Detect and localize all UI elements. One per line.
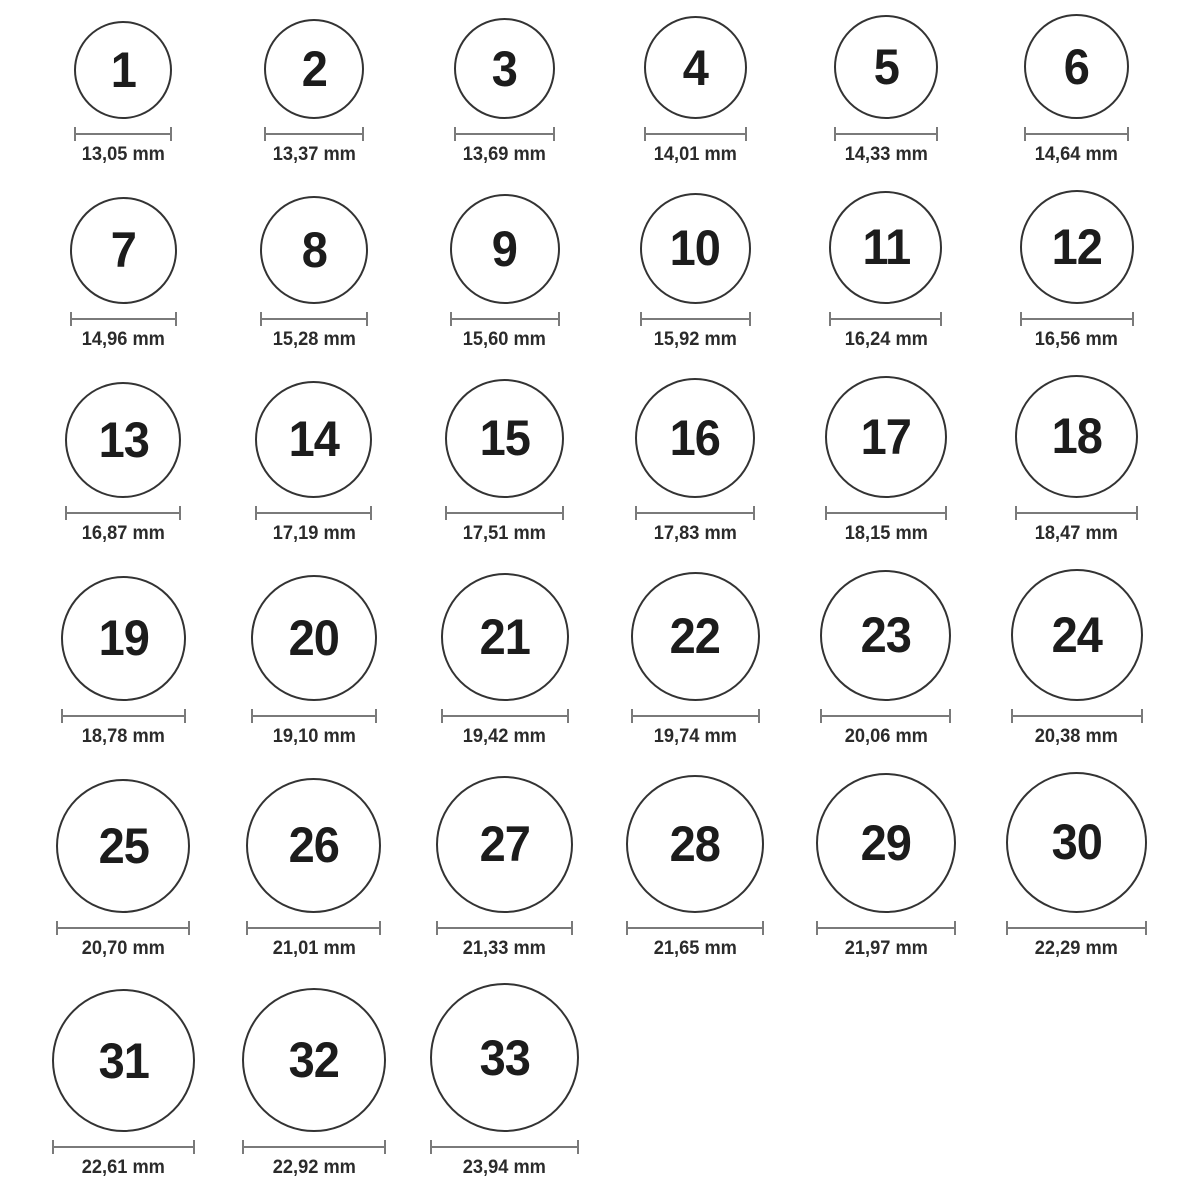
- ring-item: [219, 988, 410, 1179]
- diameter-measure-line: [242, 1140, 386, 1154]
- ring-row: [28, 375, 1172, 545]
- diameter-measure-line: [1020, 312, 1134, 326]
- ring-circle: [820, 570, 951, 701]
- measure-right-tick: [170, 127, 172, 141]
- ring-item: [219, 778, 410, 960]
- ring-circle: [635, 378, 755, 498]
- measure-right-tick: [558, 312, 560, 326]
- ring-item: [409, 983, 600, 1179]
- measure-right-tick: [1132, 312, 1134, 326]
- measure-right-tick: [577, 1140, 579, 1154]
- ring-size-number: 27: [479, 816, 530, 873]
- ring-circle: [1020, 190, 1134, 304]
- ring-row: [28, 569, 1172, 748]
- ring-item: [981, 569, 1172, 748]
- ring-circle: [631, 572, 760, 701]
- measure-bar: [54, 1146, 193, 1148]
- measure-bar: [1026, 133, 1127, 135]
- measure-bar: [827, 512, 945, 514]
- diameter-label: 18,15 mm: [844, 522, 928, 544]
- diameter-measure-line: [430, 1140, 579, 1154]
- ring-circle: [441, 573, 569, 701]
- measure-right-tick: [1127, 127, 1129, 141]
- measure-right-tick: [954, 921, 956, 935]
- measure-right-tick: [745, 127, 747, 141]
- measure-right-tick: [758, 709, 760, 723]
- ring-size-number: 16: [670, 409, 721, 466]
- ring-size-number: 30: [1051, 814, 1102, 871]
- ring-circle: [626, 775, 764, 913]
- ring-item: [219, 381, 410, 545]
- measure-bar: [262, 318, 366, 320]
- measure-right-tick: [193, 1140, 195, 1154]
- ring-size-number: 32: [288, 1032, 340, 1089]
- ring-size-number: 21: [479, 608, 530, 665]
- diameter-measure-line: [454, 127, 555, 141]
- diameter-label: 22,61 mm: [81, 1157, 165, 1179]
- diameter-label: 14,01 mm: [653, 144, 737, 165]
- ring-size-number: 10: [670, 220, 721, 277]
- ring-item: [409, 18, 600, 166]
- ring-circle: [450, 194, 560, 304]
- measure-bar: [642, 318, 749, 320]
- diameter-label: 20,38 mm: [1035, 725, 1119, 747]
- ring-size-number: 17: [860, 408, 912, 465]
- measure-bar: [253, 715, 375, 717]
- diameter-label: 16,87 mm: [81, 522, 165, 544]
- diameter-label: 21,33 mm: [463, 937, 547, 959]
- diameter-measure-line: [834, 127, 938, 141]
- diameter-label: 17,51 mm: [463, 522, 547, 544]
- ring-circle: [454, 18, 555, 119]
- ring-item: [28, 21, 219, 166]
- measure-bar: [248, 927, 379, 929]
- ring-item: [28, 382, 219, 545]
- ring-item: [219, 196, 410, 351]
- measure-right-tick: [936, 127, 938, 141]
- diameter-measure-line: [56, 921, 190, 935]
- diameter-measure-line: [626, 921, 764, 935]
- measure-bar: [633, 715, 758, 717]
- ring-circle: [61, 576, 186, 701]
- measure-bar: [818, 927, 954, 929]
- measure-bar: [456, 133, 553, 135]
- diameter-label: 13,05 mm: [81, 144, 165, 165]
- diameter-measure-line: [635, 506, 755, 520]
- ring-size-number: 29: [860, 814, 912, 871]
- diameter-measure-line: [816, 921, 956, 935]
- ring-circle: [1024, 14, 1129, 119]
- ring-item: [981, 14, 1172, 166]
- ring-item: [219, 19, 410, 166]
- measure-bar: [1008, 927, 1145, 929]
- diameter-measure-line: [52, 1140, 195, 1154]
- measure-bar: [438, 927, 571, 929]
- ring-size-number: 13: [98, 411, 149, 468]
- ring-item: [600, 572, 791, 748]
- diameter-measure-line: [640, 312, 751, 326]
- diameter-label: 19,42 mm: [463, 725, 547, 747]
- diameter-measure-line: [450, 312, 560, 326]
- ring-size-number: 33: [479, 1029, 530, 1086]
- measure-bar: [637, 512, 753, 514]
- measure-bar: [628, 927, 762, 929]
- measure-right-tick: [567, 709, 569, 723]
- diameter-label: 23,94 mm: [463, 1157, 547, 1179]
- diameter-label: 15,92 mm: [653, 328, 737, 350]
- measure-right-tick: [188, 921, 190, 935]
- ring-item: [600, 378, 791, 545]
- measure-bar: [836, 133, 936, 135]
- diameter-measure-line: [1011, 709, 1143, 723]
- measure-right-tick: [184, 709, 186, 723]
- measure-right-tick: [762, 921, 764, 935]
- diameter-measure-line: [436, 921, 573, 935]
- diameter-measure-line: [260, 312, 368, 326]
- ring-circle: [640, 193, 751, 304]
- ring-circle: [825, 376, 947, 498]
- ring-item: [28, 989, 219, 1179]
- diameter-label: 20,06 mm: [844, 725, 928, 747]
- measure-bar: [452, 318, 558, 320]
- ring-size-number: 24: [1051, 606, 1102, 663]
- measure-right-tick: [562, 506, 564, 520]
- ring-size-number: 18: [1051, 408, 1102, 465]
- ring-size-number: 6: [1064, 38, 1090, 95]
- measure-bar: [822, 715, 949, 717]
- diameter-label: 15,60 mm: [463, 328, 547, 350]
- measure-bar: [58, 927, 188, 929]
- ring-item: [791, 376, 982, 545]
- ring-size-number: 31: [98, 1032, 149, 1089]
- ring-item: [791, 15, 982, 166]
- measure-right-tick: [749, 312, 751, 326]
- ring-circle: [644, 16, 747, 119]
- measure-right-tick: [179, 506, 181, 520]
- diameter-label: 16,56 mm: [1035, 328, 1119, 350]
- ring-row: [28, 14, 1172, 166]
- measure-bar: [266, 133, 362, 135]
- ring-size-number: 2: [301, 41, 327, 97]
- diameter-label: 21,65 mm: [653, 937, 737, 959]
- ring-circle: [56, 779, 190, 913]
- diameter-label: 17,19 mm: [272, 522, 356, 544]
- ring-item: [791, 570, 982, 748]
- ring-size-number: 20: [288, 609, 340, 666]
- ring-circle: [255, 381, 372, 498]
- ring-size-number: 26: [288, 817, 340, 874]
- diameter-label: 20,70 mm: [81, 937, 165, 959]
- measure-right-tick: [1145, 921, 1147, 935]
- ring-item: [28, 197, 219, 351]
- diameter-label: 18,47 mm: [1035, 522, 1119, 544]
- measure-right-tick: [362, 127, 364, 141]
- diameter-measure-line: [1015, 506, 1138, 520]
- ring-item: [28, 779, 219, 960]
- measure-bar: [831, 318, 940, 320]
- diameter-measure-line: [441, 709, 569, 723]
- ring-item: [409, 194, 600, 351]
- ring-circle: [436, 776, 573, 913]
- ring-size-number: 12: [1051, 218, 1102, 275]
- diameter-measure-line: [61, 709, 186, 723]
- diameter-measure-line: [65, 506, 181, 520]
- measure-right-tick: [945, 506, 947, 520]
- measure-right-tick: [940, 312, 942, 326]
- measure-bar: [432, 1146, 577, 1148]
- ring-circle: [1006, 772, 1147, 913]
- ring-circle: [65, 382, 181, 498]
- diameter-label: 13,37 mm: [272, 144, 356, 165]
- diameter-label: 21,97 mm: [844, 937, 928, 959]
- diameter-measure-line: [74, 127, 172, 141]
- diameter-measure-line: [1024, 127, 1129, 141]
- diameter-measure-line: [825, 506, 947, 520]
- diameter-measure-line: [264, 127, 364, 141]
- ring-size-number: 28: [670, 815, 721, 872]
- ring-size-number: 4: [682, 39, 708, 96]
- ring-item: [791, 773, 982, 960]
- measure-right-tick: [379, 921, 381, 935]
- ring-circle: [242, 988, 386, 1132]
- ring-size-number: 22: [670, 608, 721, 665]
- ring-circle: [1011, 569, 1143, 701]
- measure-bar: [63, 715, 184, 717]
- measure-bar: [76, 133, 170, 135]
- ring-item: [409, 379, 600, 545]
- diameter-label: 19,10 mm: [272, 725, 356, 747]
- measure-right-tick: [375, 709, 377, 723]
- ring-item: [219, 575, 410, 748]
- ring-item: [791, 191, 982, 351]
- ring-size-number: 8: [301, 221, 327, 278]
- ring-row: [28, 190, 1172, 351]
- ring-row: [28, 983, 1172, 1179]
- diameter-label: 14,96 mm: [81, 328, 165, 350]
- measure-right-tick: [1141, 709, 1143, 723]
- ring-item: [409, 776, 600, 960]
- ring-size-number: 11: [862, 219, 910, 276]
- diameter-label: 14,33 mm: [844, 144, 928, 165]
- diameter-measure-line: [445, 506, 564, 520]
- measure-right-tick: [366, 312, 368, 326]
- diameter-measure-line: [251, 709, 377, 723]
- diameter-label: 21,01 mm: [272, 937, 356, 959]
- diameter-label: 16,24 mm: [844, 328, 928, 350]
- diameter-measure-line: [631, 709, 760, 723]
- ring-size-number: 7: [110, 222, 136, 279]
- ring-item: [981, 190, 1172, 351]
- ring-size-number: 9: [492, 220, 518, 277]
- measure-bar: [443, 715, 567, 717]
- ring-circle: [260, 196, 368, 304]
- ring-circle: [264, 19, 364, 119]
- measure-bar: [67, 512, 179, 514]
- measure-bar: [447, 512, 562, 514]
- measure-bar: [646, 133, 745, 135]
- diameter-measure-line: [820, 709, 951, 723]
- ring-circle: [1015, 375, 1138, 498]
- ring-item: [409, 573, 600, 748]
- measure-right-tick: [571, 921, 573, 935]
- ring-circle: [816, 773, 956, 913]
- ring-size-number: 25: [98, 817, 149, 874]
- measure-right-tick: [175, 312, 177, 326]
- measure-bar: [72, 318, 175, 320]
- measure-bar: [244, 1146, 384, 1148]
- ring-circle: [834, 15, 938, 119]
- ring-size-number: 15: [479, 410, 530, 467]
- ring-circle: [246, 778, 381, 913]
- ring-item: [28, 576, 219, 748]
- diameter-measure-line: [644, 127, 747, 141]
- ring-size-number: 5: [873, 39, 899, 95]
- diameter-label: 17,83 mm: [653, 522, 737, 544]
- ring-circle: [74, 21, 172, 119]
- diameter-measure-line: [829, 312, 942, 326]
- ring-size-number: 23: [860, 607, 912, 664]
- measure-right-tick: [1136, 506, 1138, 520]
- diameter-label: 13,69 mm: [463, 144, 547, 165]
- ring-size-number: 14: [288, 411, 340, 468]
- ring-row: [28, 772, 1172, 960]
- measure-right-tick: [553, 127, 555, 141]
- ring-circle: [829, 191, 942, 304]
- measure-right-tick: [753, 506, 755, 520]
- ring-item: [600, 16, 791, 166]
- ring-item: [600, 193, 791, 351]
- ring-circle: [430, 983, 579, 1132]
- diameter-label: 22,29 mm: [1035, 937, 1119, 959]
- diameter-label: 22,92 mm: [272, 1157, 356, 1179]
- measure-bar: [1013, 715, 1141, 717]
- diameter-label: 18,78 mm: [81, 725, 165, 747]
- ring-circle: [251, 575, 377, 701]
- diameter-measure-line: [1006, 921, 1147, 935]
- ring-item: [981, 375, 1172, 545]
- ring-size-number: 19: [98, 610, 149, 667]
- ring-item: [600, 775, 791, 960]
- measure-bar: [1022, 318, 1132, 320]
- diameter-measure-line: [70, 312, 177, 326]
- diameter-label: 19,74 mm: [653, 725, 737, 747]
- ring-item: [981, 772, 1172, 960]
- diameter-measure-line: [246, 921, 381, 935]
- ring-size-number: 3: [492, 40, 518, 97]
- ring-circle: [52, 989, 195, 1132]
- ring-circle: [445, 379, 564, 498]
- diameter-label: 15,28 mm: [272, 328, 356, 350]
- measure-right-tick: [370, 506, 372, 520]
- ring-size-number: 1: [110, 42, 136, 98]
- ring-circle: [70, 197, 177, 304]
- measure-bar: [1017, 512, 1136, 514]
- diameter-label: 14,64 mm: [1035, 144, 1119, 165]
- measure-right-tick: [384, 1140, 386, 1154]
- measure-right-tick: [949, 709, 951, 723]
- measure-bar: [257, 512, 370, 514]
- diameter-measure-line: [255, 506, 372, 520]
